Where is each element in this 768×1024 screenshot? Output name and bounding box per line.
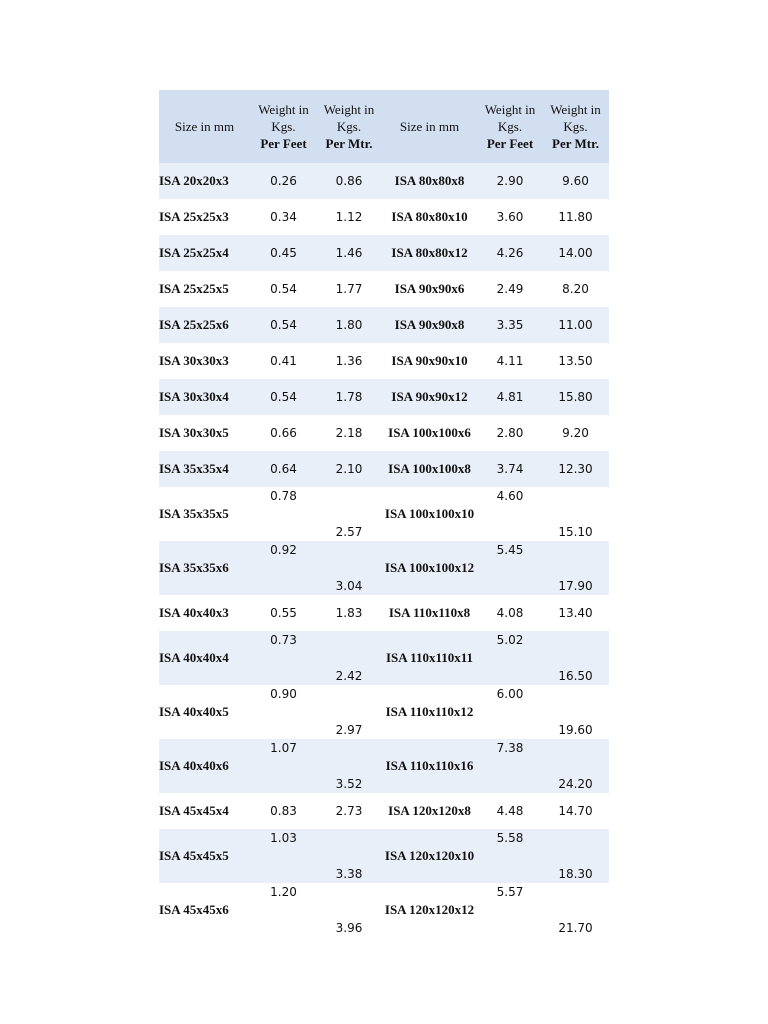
per-feet-right-cell: 2.90 bbox=[496, 174, 524, 188]
per-mtr-right-cell: 11.00 bbox=[558, 318, 593, 332]
per-mtr-left-cell: 1.12 bbox=[335, 210, 363, 224]
per-mtr-left-cell: 2.57 bbox=[335, 525, 363, 539]
size-right-cell: ISA 90x90x6 bbox=[394, 281, 465, 296]
size-right-cell: ISA 110x110x12 bbox=[385, 704, 474, 719]
per-mtr-right-cell: 9.20 bbox=[562, 426, 589, 440]
size-left-cell: ISA 35x35x5 bbox=[159, 506, 229, 521]
size-right-cell: ISA 90x90x10 bbox=[391, 353, 468, 368]
per-feet-right-cell: 3.74 bbox=[496, 462, 524, 476]
per-feet-right-cell: 2.49 bbox=[496, 282, 524, 296]
per-feet-right-cell: 7.38 bbox=[496, 741, 524, 755]
table-row bbox=[159, 163, 609, 199]
header-size-in-mm: Size in mm bbox=[174, 119, 235, 134]
per-mtr-right-cell: 14.00 bbox=[558, 246, 593, 260]
per-feet-right-cell: 4.81 bbox=[496, 390, 524, 404]
per-mtr-right-cell: 17.90 bbox=[558, 579, 593, 593]
per-mtr-left-cell: 2.10 bbox=[335, 462, 363, 476]
per-mtr-left-cell: 1.78 bbox=[335, 390, 363, 404]
per-mtr-left-cell: 3.04 bbox=[335, 579, 363, 593]
size-left-cell: ISA 30x30x3 bbox=[159, 353, 229, 368]
size-left-cell: ISA 40x40x6 bbox=[159, 758, 229, 773]
per-mtr-right-cell: 14.70 bbox=[558, 804, 593, 818]
per-feet-left-cell: 0.66 bbox=[270, 426, 297, 440]
size-right-cell: ISA 100x100x6 bbox=[388, 425, 471, 440]
per-feet-left-cell: 0.54 bbox=[270, 282, 297, 296]
per-feet-right-cell: 4.08 bbox=[496, 606, 524, 620]
table-row bbox=[159, 793, 609, 829]
per-mtr-right-cell: 18.30 bbox=[558, 867, 593, 881]
per-feet-left-cell: 0.26 bbox=[270, 174, 297, 188]
size-right-cell: ISA 90x90x8 bbox=[394, 317, 465, 332]
table-row bbox=[159, 199, 609, 235]
per-feet-right-cell: 5.57 bbox=[496, 885, 524, 899]
size-left-cell: ISA 40x40x5 bbox=[159, 704, 229, 719]
size-left-cell: ISA 25x25x6 bbox=[159, 317, 229, 332]
per-feet-left-cell: 0.34 bbox=[270, 210, 297, 224]
table-row bbox=[159, 379, 609, 415]
per-mtr-left-cell: 2.42 bbox=[335, 669, 363, 683]
header-weight-per-feet: Weight in Kgs. Per Feet bbox=[258, 102, 309, 151]
size-right-cell: ISA 80x80x10 bbox=[391, 209, 468, 224]
per-mtr-right-cell: 15.10 bbox=[558, 525, 593, 539]
per-mtr-right-cell: 15.80 bbox=[558, 390, 593, 404]
per-feet-right-cell: 4.48 bbox=[496, 804, 524, 818]
size-right-cell: ISA 100x100x10 bbox=[384, 506, 475, 521]
per-mtr-left-cell: 2.97 bbox=[335, 723, 363, 737]
size-left-cell: ISA 45x45x5 bbox=[159, 848, 229, 863]
table-row bbox=[159, 631, 609, 685]
per-mtr-right-cell: 8.20 bbox=[562, 282, 589, 296]
per-mtr-left-cell: 3.38 bbox=[335, 867, 363, 881]
angle-weight-table bbox=[159, 90, 609, 937]
per-feet-left-cell: 0.83 bbox=[270, 804, 297, 818]
per-feet-right-cell: 5.58 bbox=[496, 831, 524, 845]
per-mtr-right-cell: 16.50 bbox=[558, 669, 593, 683]
per-mtr-left-cell: 1.46 bbox=[335, 246, 363, 260]
size-left-cell: ISA 25x25x4 bbox=[159, 245, 229, 260]
per-feet-left-cell: 0.90 bbox=[270, 687, 297, 701]
size-right-cell: ISA 100x100x8 bbox=[388, 461, 471, 476]
per-mtr-left-cell: 1.80 bbox=[335, 318, 363, 332]
size-right-cell: ISA 110x110x8 bbox=[388, 605, 471, 620]
per-feet-right-cell: 2.80 bbox=[496, 426, 524, 440]
per-mtr-right-cell: 13.40 bbox=[558, 606, 593, 620]
header-weight-per-mtr: Weight in Kgs. Per Mtr. bbox=[323, 102, 375, 151]
per-mtr-right-cell: 21.70 bbox=[558, 921, 593, 935]
table-row bbox=[159, 829, 609, 883]
size-left-cell: ISA 20x20x3 bbox=[159, 173, 229, 188]
size-right-cell: ISA 100x100x12 bbox=[384, 560, 475, 575]
per-feet-left-cell: 0.78 bbox=[270, 489, 297, 503]
table-row bbox=[159, 595, 609, 631]
table-row bbox=[159, 271, 609, 307]
per-feet-left-cell: 0.41 bbox=[270, 354, 297, 368]
table-row bbox=[159, 487, 609, 541]
per-mtr-left-cell: 2.73 bbox=[335, 804, 363, 818]
header-weight-per-feet: Weight in Kgs. Per Feet bbox=[484, 102, 536, 151]
per-mtr-right-cell: 19.60 bbox=[558, 723, 593, 737]
per-feet-right-cell: 5.45 bbox=[496, 543, 524, 557]
per-mtr-right-cell: 13.50 bbox=[558, 354, 593, 368]
size-left-cell: ISA 25x25x3 bbox=[159, 209, 229, 224]
size-right-cell: ISA 80x80x12 bbox=[391, 245, 468, 260]
per-feet-left-cell: 0.45 bbox=[270, 246, 297, 260]
per-feet-left-cell: 1.07 bbox=[270, 741, 297, 755]
table-row bbox=[159, 451, 609, 487]
per-feet-right-cell: 4.26 bbox=[496, 246, 524, 260]
size-right-cell: ISA 80x80x8 bbox=[394, 173, 465, 188]
per-feet-left-cell: 1.03 bbox=[270, 831, 297, 845]
size-left-cell: ISA 30x30x5 bbox=[159, 425, 229, 440]
per-feet-left-cell: 0.54 bbox=[270, 318, 297, 332]
table-header bbox=[159, 90, 609, 163]
per-mtr-left-cell: 1.83 bbox=[335, 606, 363, 620]
per-feet-right-cell: 5.02 bbox=[496, 633, 524, 647]
size-left-cell: ISA 25x25x5 bbox=[159, 281, 229, 296]
per-mtr-right-cell: 24.20 bbox=[558, 777, 593, 791]
table-row bbox=[159, 235, 609, 271]
size-right-cell: ISA 120x120x10 bbox=[384, 848, 475, 863]
size-left-cell: ISA 35x35x6 bbox=[159, 560, 229, 575]
per-mtr-right-cell: 11.80 bbox=[558, 210, 593, 224]
per-mtr-left-cell: 3.52 bbox=[335, 777, 363, 791]
size-right-cell: ISA 120x120x12 bbox=[384, 902, 475, 917]
per-feet-right-cell: 6.00 bbox=[496, 687, 524, 701]
per-feet-left-cell: 0.54 bbox=[270, 390, 297, 404]
per-mtr-right-cell: 9.60 bbox=[562, 174, 589, 188]
size-left-cell: ISA 40x40x4 bbox=[159, 650, 229, 665]
header-size-in-mm: Size in mm bbox=[399, 119, 460, 134]
table-row bbox=[159, 307, 609, 343]
table-row bbox=[159, 343, 609, 379]
table-row bbox=[159, 739, 609, 793]
header-weight-per-mtr: Weight in Kgs. Per Mtr. bbox=[550, 102, 601, 151]
per-mtr-left-cell: 2.18 bbox=[335, 426, 363, 440]
header-row bbox=[159, 90, 609, 163]
per-feet-right-cell: 3.35 bbox=[496, 318, 524, 332]
per-mtr-left-cell: 1.77 bbox=[335, 282, 363, 296]
per-mtr-right-cell: 12.30 bbox=[558, 462, 593, 476]
per-feet-left-cell: 0.92 bbox=[270, 543, 297, 557]
size-left-cell: ISA 30x30x4 bbox=[159, 389, 229, 404]
size-right-cell: ISA 120x120x8 bbox=[388, 803, 471, 818]
table-row bbox=[159, 541, 609, 595]
per-mtr-left-cell: 0.86 bbox=[335, 174, 363, 188]
per-mtr-left-cell: 1.36 bbox=[335, 354, 363, 368]
table-row bbox=[159, 685, 609, 739]
size-left-cell: ISA 40x40x3 bbox=[159, 605, 229, 620]
size-left-cell: ISA 35x35x4 bbox=[159, 461, 229, 476]
size-left-cell: ISA 45x45x6 bbox=[159, 902, 229, 917]
per-feet-right-cell: 4.60 bbox=[496, 489, 524, 503]
table-row bbox=[159, 415, 609, 451]
size-right-cell: ISA 90x90x12 bbox=[391, 389, 468, 404]
per-feet-left-cell: 1.20 bbox=[270, 885, 297, 899]
per-feet-right-cell: 4.11 bbox=[496, 354, 524, 368]
per-feet-left-cell: 0.55 bbox=[270, 606, 297, 620]
size-right-cell: ISA 110x110x16 bbox=[385, 758, 474, 773]
per-feet-left-cell: 0.64 bbox=[270, 462, 297, 476]
per-mtr-left-cell: 3.96 bbox=[335, 921, 363, 935]
size-right-cell: ISA 110x110x11 bbox=[385, 650, 474, 665]
table-row bbox=[159, 883, 609, 937]
table-body bbox=[159, 163, 609, 937]
per-feet-left-cell: 0.73 bbox=[270, 633, 297, 647]
size-left-cell: ISA 45x45x4 bbox=[159, 803, 229, 818]
per-feet-right-cell: 3.60 bbox=[496, 210, 524, 224]
